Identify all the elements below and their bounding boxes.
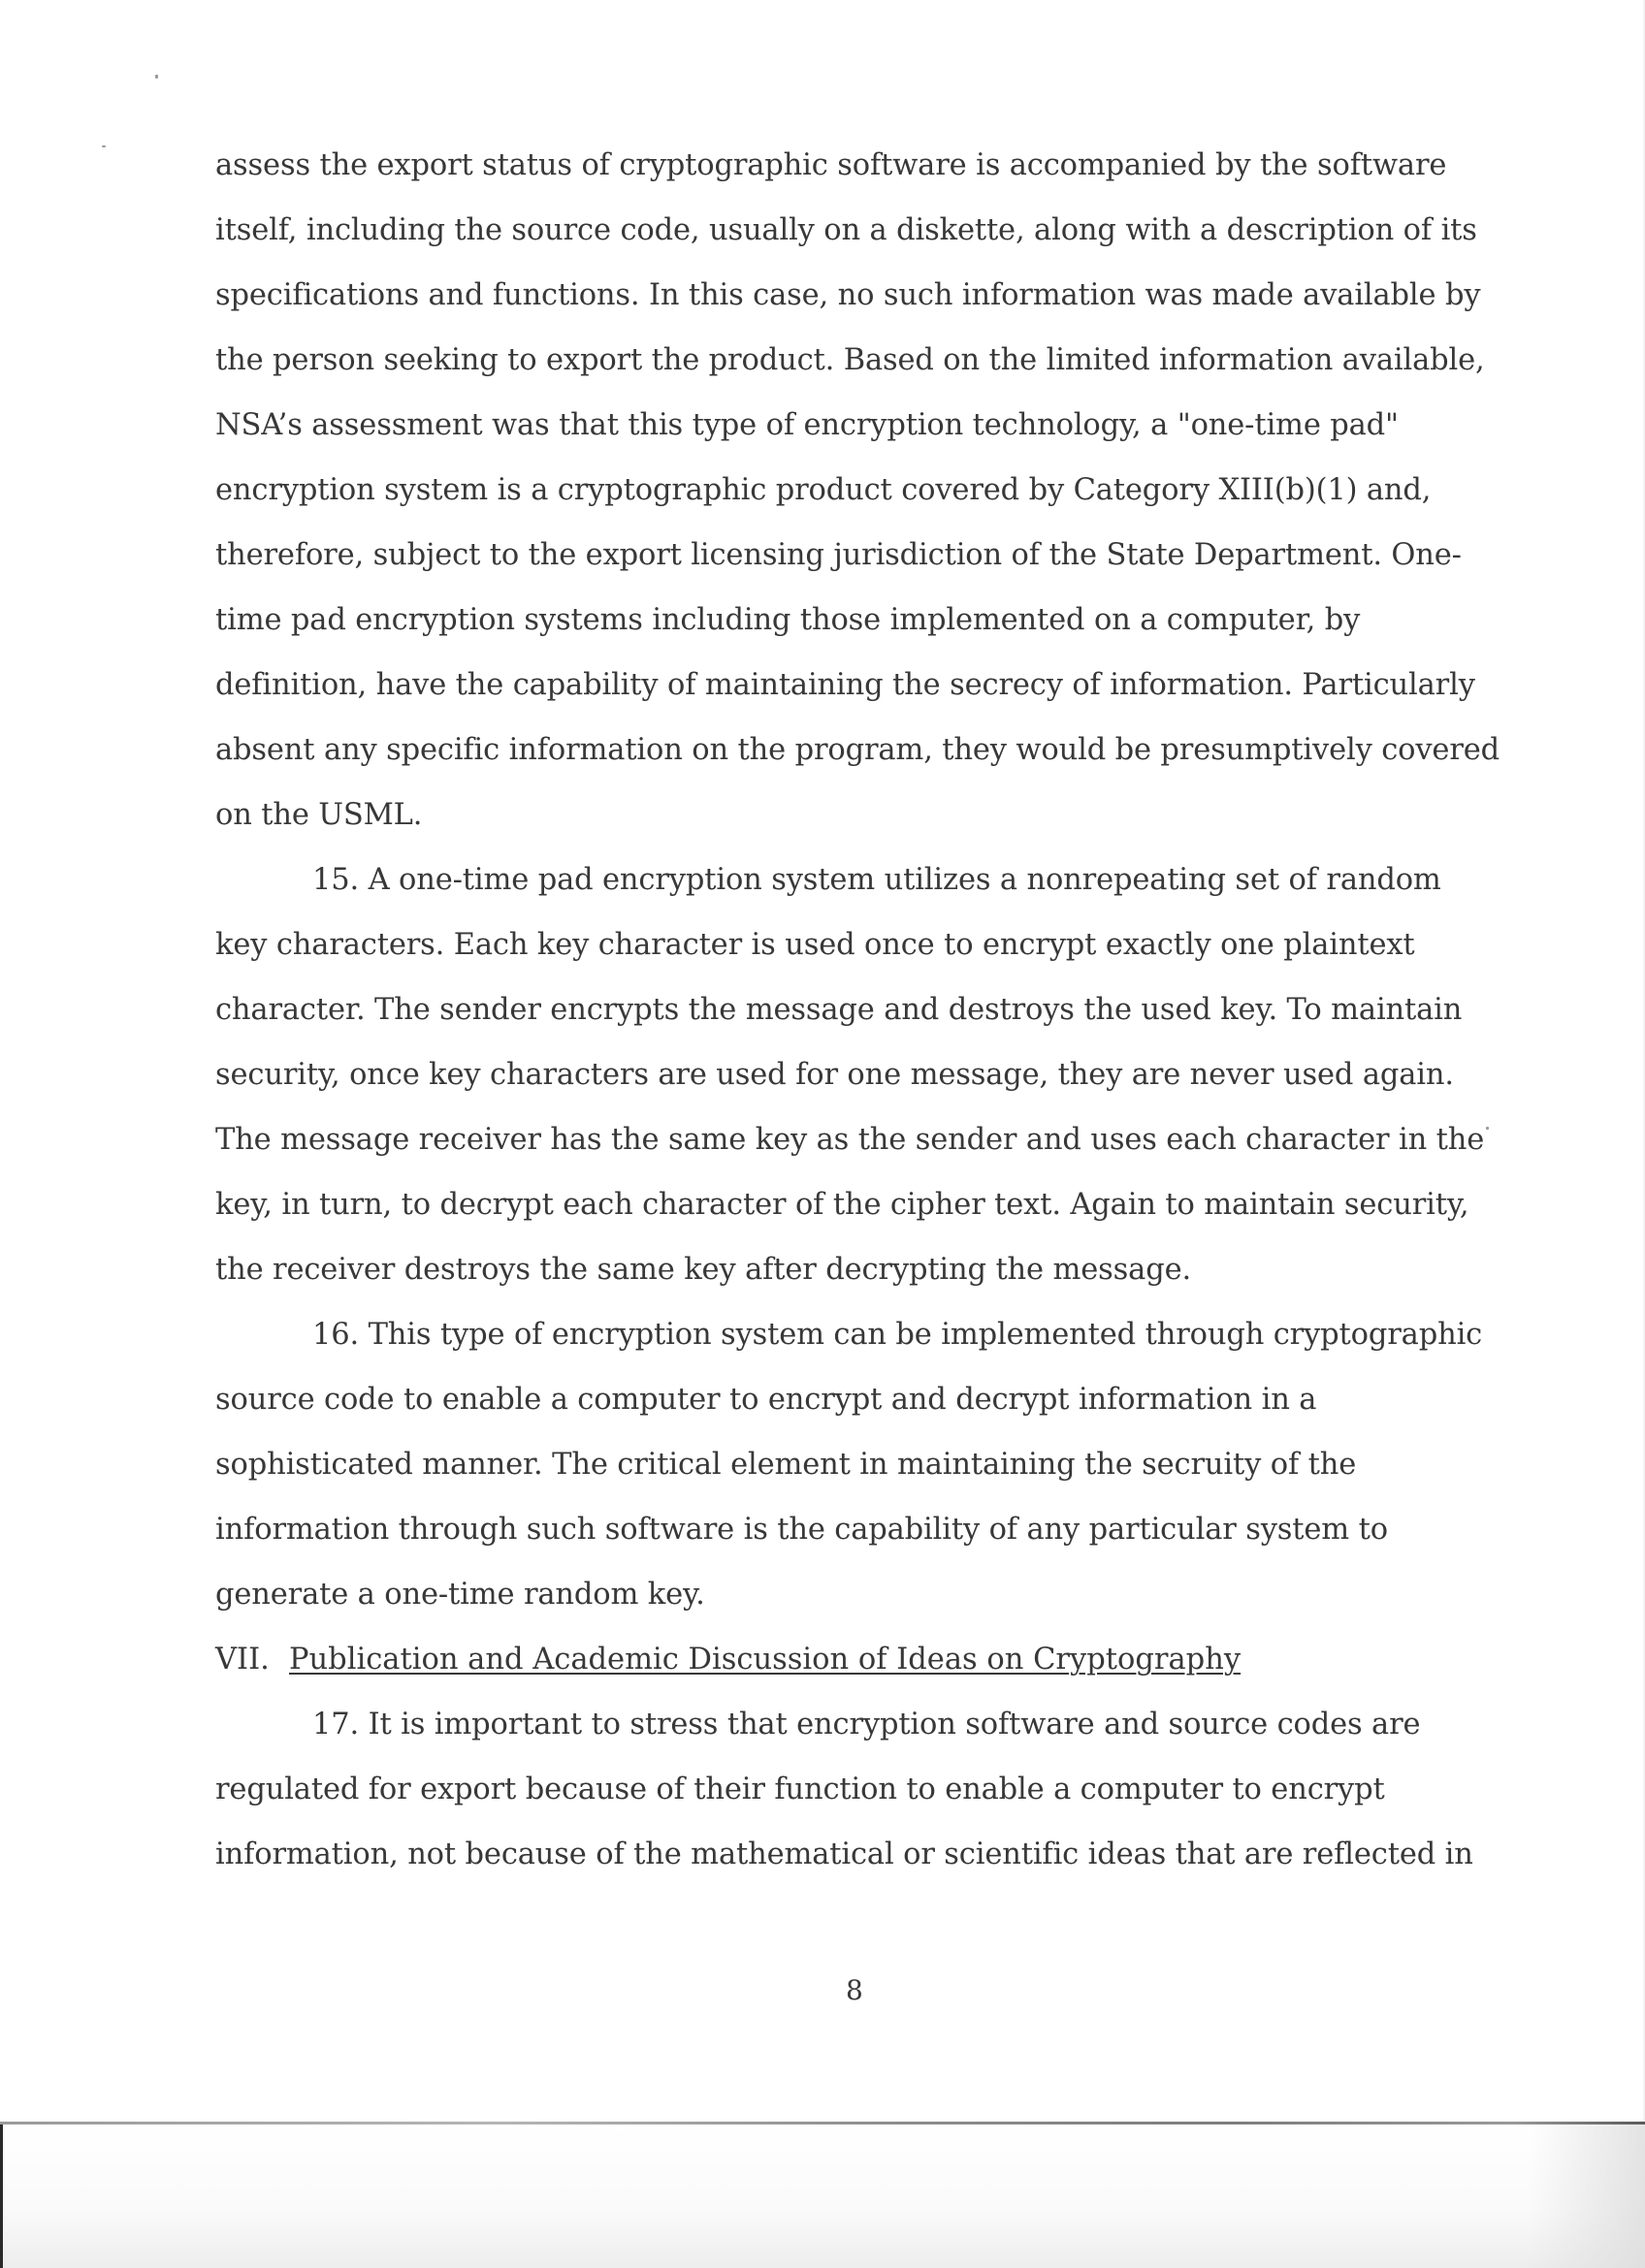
- scan-speck: [102, 145, 106, 147]
- text-line: specifications and functions. In this case, no such information was made available by: [215, 278, 1481, 312]
- text-line: the person seeking to export the product. Based on the limited information available,: [215, 343, 1485, 377]
- text-line: on the USML.: [215, 798, 423, 832]
- text-line: 17. It is important to stress that encryption software and source codes are: [312, 1708, 1421, 1741]
- text-line: information through such software is the capability of any particular system to: [215, 1513, 1388, 1547]
- scan-speck: [155, 75, 158, 79]
- text-line: key characters. Each key character is used once to encrypt exactly one plaintext: [215, 928, 1415, 962]
- text-line: the receiver destroys the same key after decrypting the message.: [215, 1253, 1192, 1287]
- scan-speck: [1486, 1127, 1489, 1130]
- text-line: security, once key characters are used for one message, they are never used again.: [215, 1058, 1454, 1092]
- page-bottom-edge: [0, 2122, 1645, 2124]
- text-line: character. The sender encrypts the message and destroys the used key. To maintain: [215, 993, 1463, 1027]
- text-line: generate a one-time random key.: [215, 1578, 705, 1612]
- text-line: source code to enable a computer to encrypt and decrypt information in a: [215, 1383, 1317, 1417]
- text-line: key, in turn, to decrypt each character of the cipher text. Again to maintain security,: [215, 1188, 1469, 1222]
- text-line: sophisticated manner. The critical element in maintaining the secruity of the: [215, 1448, 1357, 1482]
- text-line: regulated for export because of their function to enable a computer to encrypt: [215, 1773, 1385, 1806]
- text-line: 15. A one-time pad encryption system utilizes a nonrepeating set of random: [312, 863, 1441, 897]
- page-number: 8: [846, 1974, 863, 2006]
- text-line: 16. This type of encryption system can be implemented through cryptographic: [312, 1318, 1483, 1352]
- text-line: itself, including the source code, usually on a diskette, along with a description of its: [215, 213, 1477, 247]
- section-title: Publication and Academic Discussion of Ideas on Cryptography: [289, 1643, 1242, 1677]
- text-line: information, not because of the mathematical or scientific ideas that are reflected in: [215, 1837, 1473, 1871]
- scanner-left-edge: [0, 2124, 3, 2268]
- text-line: The message receiver has the same key as the sender and uses each character in the: [215, 1123, 1485, 1157]
- text-line: assess the export status of cryptographic software is accompanied by the software: [215, 148, 1447, 182]
- text-line: encryption system is a cryptographic product covered by Category XIII(b)(1) and,: [215, 473, 1432, 507]
- section-number: VII.: [215, 1643, 270, 1677]
- text-line: therefore, subject to the export licensing jurisdiction of the State Department. One-: [215, 538, 1462, 572]
- scanner-bed-area: [0, 2124, 1645, 2268]
- text-line: definition, have the capability of maintaining the secrecy of information. Particularly: [215, 668, 1475, 702]
- text-line: NSA’s assessment was that this type of encryption technology, a "one-time pad": [215, 408, 1399, 442]
- text-line: absent any specific information on the program, they would be presumptively covered: [215, 733, 1500, 767]
- text-line: time pad encryption systems including those implemented on a computer, by: [215, 603, 1361, 637]
- scanner-shadow: [1529, 2124, 1645, 2268]
